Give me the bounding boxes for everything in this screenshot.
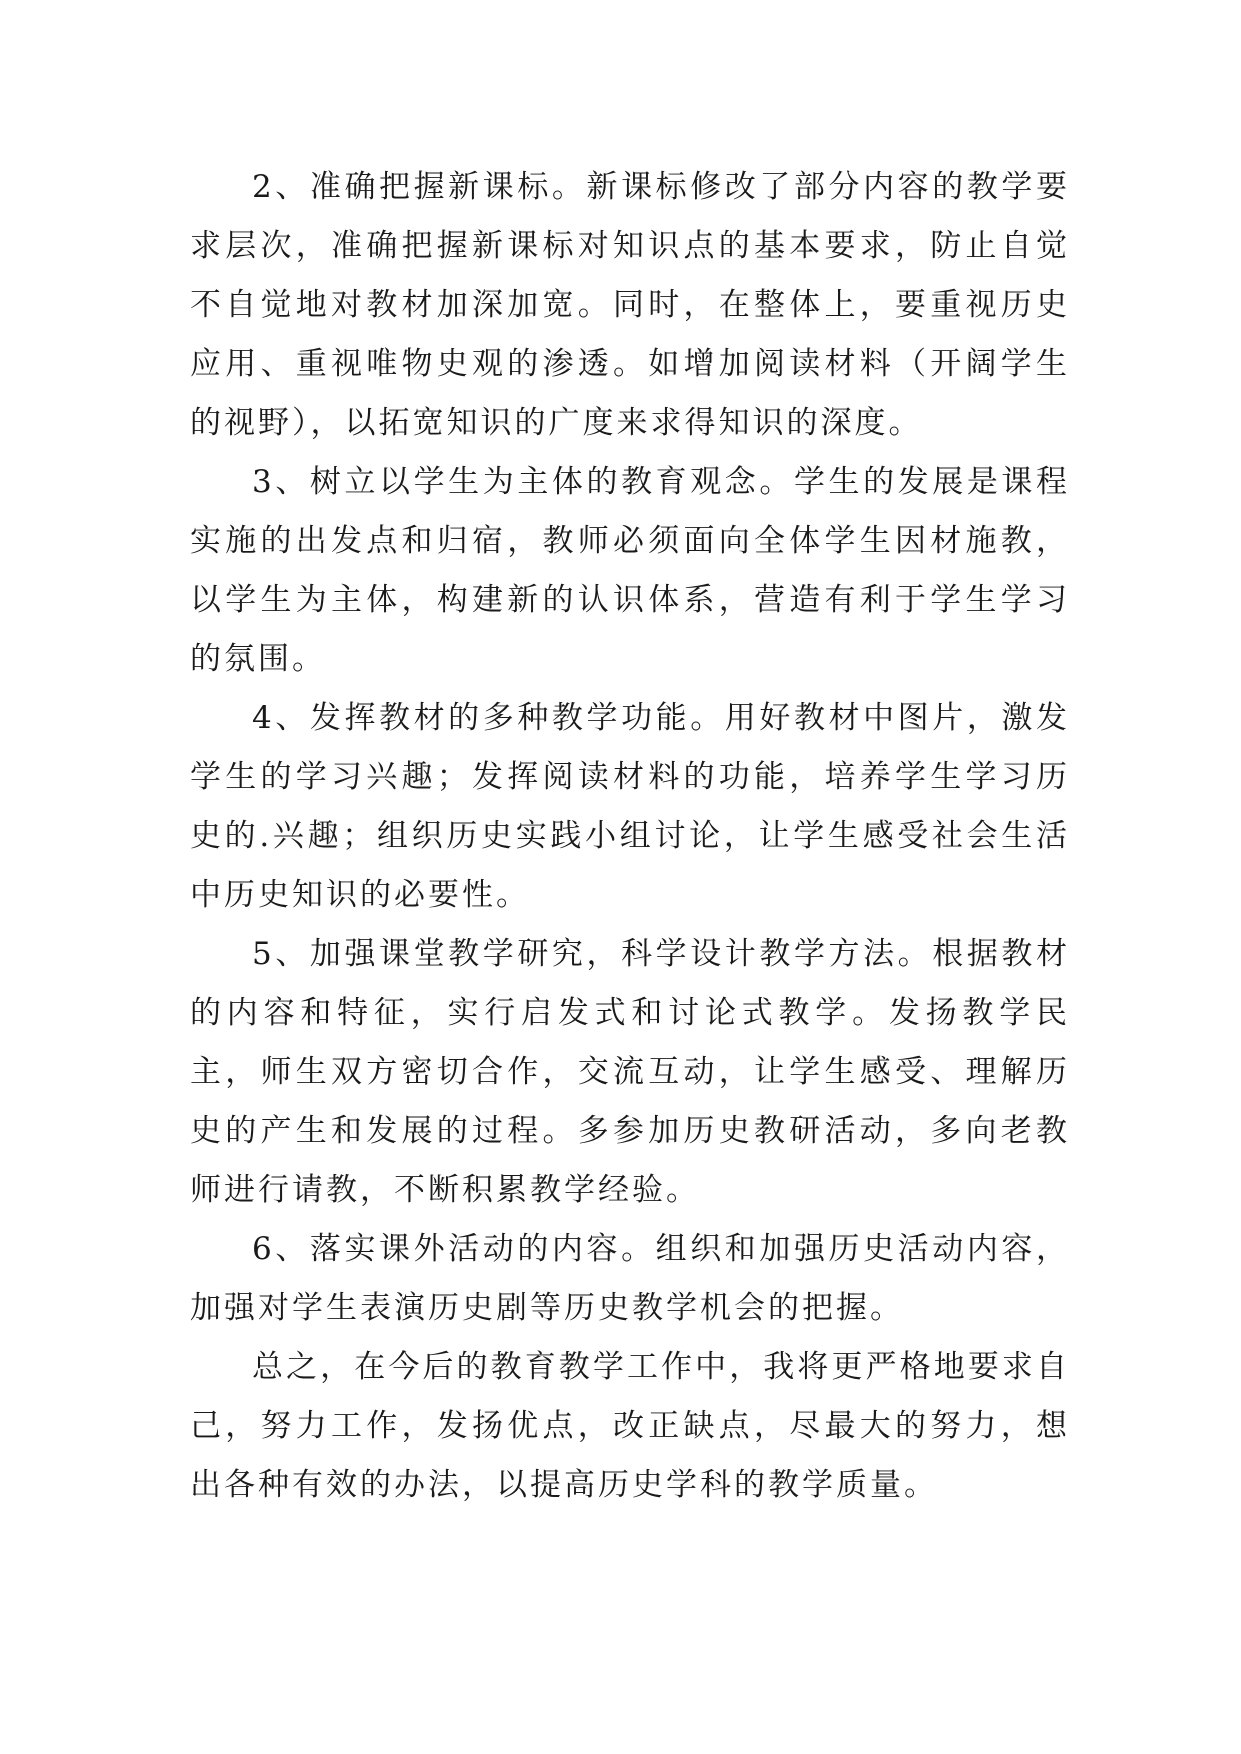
document-body: [190, 158, 1070, 1515]
paragraph-item-2: 2、准确把握新课标。新课标修改了部分内容的教学要求层次，准确把握新课标对知识点的基本要求，防止自觉不自觉地对教材加深加宽。同时，在整体上，要重视历史应用、重视唯物史观的渗透。如增加阅读材料（开阔学生的视野），以拓宽知识的广度来求得知识的深度。: [190, 169, 1070, 441]
paragraph-item-4: 4、发挥教材的多种教学功能。用好教材中图片，激发学生的学习兴趣；发挥阅读材料的功能，培养学生学习历史的.兴趣；组织历史实践小组讨论，让学生感受社会生活中历史知识的必要性。: [190, 700, 1070, 913]
paragraph-item-3: 3、树立以学生为主体的教育观念。学生的发展是课程实施的出发点和归宿，教师必须面向全体学生因材施教，以学生为主体，构建新的认识体系，营造有利于学生学习的氛围。: [190, 464, 1070, 677]
paragraph-item-6: 6、落实课外活动的内容。组织和加强历史活动内容，加强对学生表演历史剧等历史教学机会的把握。: [190, 1231, 1070, 1326]
paragraph-conclusion: 总之，在今后的教育教学工作中，我将更严格地要求自己，努力工作，发扬优点，改正缺点，尽最大的努力，想出各种有效的办法，以提高历史学科的教学质量。: [190, 1349, 1070, 1503]
paragraph-item-5: 5、加强课堂教学研究，科学设计教学方法。根据教材的内容和特征，实行启发式和讨论式教学。发扬教学民主，师生双方密切合作，交流互动，让学生感受、理解历史的产生和发展的过程。多参加历史教研活动，多向老教师进行请教，不断积累教学经验。: [190, 936, 1070, 1208]
